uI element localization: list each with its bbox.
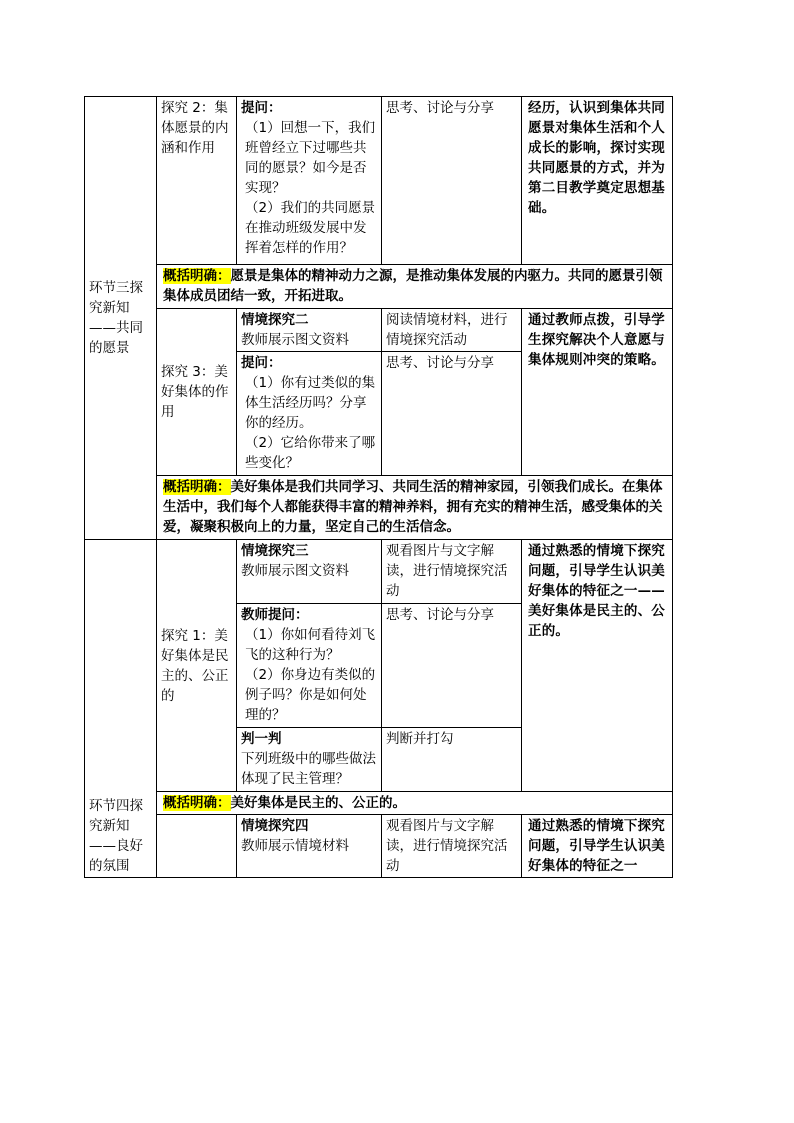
explore-empty-cell xyxy=(157,815,237,878)
scene-text: 教师展示图文资料 xyxy=(241,332,349,348)
summary-text: 美好集体是民主的、公正的。 xyxy=(230,795,406,811)
question-2: （2）你身边有类似的例子吗？你是如何处理的？ xyxy=(245,667,376,723)
explore-2-label: 探究 2：集体愿景的内涵和作用 xyxy=(157,97,237,265)
judge-text: 下列班级中的哪些做法体现了民主管理？ xyxy=(241,751,376,787)
scene-student-activity: 阅读情境材料，进行情境探究活动 xyxy=(382,309,522,352)
question-2: （2）它给你带来了哪些变化？ xyxy=(245,435,376,471)
judge-title: 判一判 xyxy=(241,731,282,747)
summary-label: 概括明确： xyxy=(163,795,231,811)
scene-student-activity: 观看图片与文字解读，进行情境探究活动 xyxy=(382,540,522,604)
explore-3-questions xyxy=(237,352,382,476)
question-1: （1）回想一下，我们班曾经立下过哪些共同的愿景？如今是否实现？ xyxy=(245,120,376,196)
design-intent: 通过教师点拨，引导学生探究解决个人意愿与集体规则冲突的策略。 xyxy=(522,309,673,476)
scene-student-activity: 观看图片与文字解读，进行情境探究活动 xyxy=(382,815,522,878)
scene-3 xyxy=(237,540,382,604)
judge-student-activity: 判断并打勾 xyxy=(382,728,522,792)
judge-task xyxy=(237,728,382,792)
summary-row-1 xyxy=(157,265,673,309)
scene-title: 情境探究二 xyxy=(241,312,309,328)
design-intent: 经历，认识到集体共同愿景对集体生活和个人成长的影响，探讨实现共同愿景的方式，并为第二目教学奠定思想基础。 xyxy=(522,97,673,265)
summary-row-3 xyxy=(157,792,673,815)
explore-2-questions xyxy=(237,97,382,265)
question-title: 提问： xyxy=(241,355,282,371)
scene-4 xyxy=(237,815,382,878)
scene-title: 情境探究三 xyxy=(241,543,309,559)
explore-1-label: 探究 1：美好集体是民主的、公正的 xyxy=(157,540,237,792)
design-intent: 通过熟悉的情境下探究问题，引导学生认识美好集体的特征之一 xyxy=(522,815,673,878)
question-1: （1）你如何看待刘飞飞的这种行为？ xyxy=(245,627,376,663)
scene-text: 教师展示情境材料 xyxy=(241,838,349,854)
summary-row-2 xyxy=(157,476,673,540)
stage-section-4: 环节四探究新知——良好的氛围 xyxy=(85,540,157,878)
student-activity: 思考、讨论与分享 xyxy=(382,97,522,265)
lesson-plan-table xyxy=(84,96,673,878)
stage-section-3: 环节三探究新知——共同的愿景 xyxy=(85,97,157,540)
question-title: 教师提问： xyxy=(241,607,309,623)
summary-text: 愿景是集体的精神动力之源，是推动集体发展的内驱力。共同的愿景引领集体成员团结一致，开拓进取。 xyxy=(163,268,663,304)
scene-title: 情境探究四 xyxy=(241,818,309,834)
summary-label: 概括明确： xyxy=(163,268,231,284)
summary-text: 美好集体是我们共同学习、共同生活的精神家园，引领我们成长。在集体生活中，我们每个人都能获得丰富的精神养料，拥有充实的精神生活，感受集体的关爱，凝聚积极向上的力量，坚定自己的生活信念。 xyxy=(163,479,663,535)
design-intent: 通过熟悉的情境下探究问题，引导学生认识美好集体的特征之一——美好集体是民主的、公正的。 xyxy=(522,540,673,792)
summary-label: 概括明确： xyxy=(163,479,231,495)
scene-2 xyxy=(237,309,382,352)
explore-1-questions xyxy=(237,604,382,728)
explore-3-label: 探究 3：美好集体的作用 xyxy=(157,309,237,476)
scene-text: 教师展示图文资料 xyxy=(241,563,349,579)
question-1: （1）你有过类似的集体生活经历吗？分享你的经历。 xyxy=(245,375,376,431)
student-activity: 思考、讨论与分享 xyxy=(382,604,522,728)
student-activity: 思考、讨论与分享 xyxy=(382,352,522,476)
question-2: （2）我们的共同愿景在推动班级发展中发挥着怎样的作用？ xyxy=(245,200,376,256)
question-title: 提问： xyxy=(241,100,282,116)
